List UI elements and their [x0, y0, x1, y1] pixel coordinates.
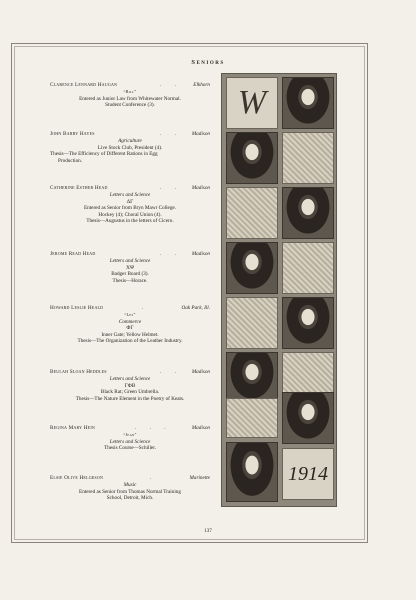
portrait-photo — [226, 242, 278, 294]
senior-name: Beulah Sloan Heddles — [50, 369, 107, 375]
decorative-tile — [226, 398, 278, 438]
senior-college: Letters and Science — [109, 376, 151, 382]
senior-name: Elsie Olive Helgeson — [50, 475, 104, 481]
senior-hometown: Elkhorn — [193, 82, 210, 88]
senior-entry: Howard Leslie Heald . Oak Park, Ill. “Les” Commerce ΦΓ Inner Gate; Yellow Helmet. Thesis—The Organization of the Leather Industry. — [50, 305, 210, 344]
senior-college: Letters and Science — [109, 438, 151, 445]
portrait-photo — [282, 187, 334, 239]
decorative-tile — [282, 132, 334, 184]
greek-letters: ΓΦB — [124, 382, 136, 389]
senior-hometown: Madison — [191, 185, 210, 191]
greek-letters: ΦΓ — [126, 325, 134, 331]
senior-name: Jerome Read Head — [50, 251, 96, 257]
senior-entry: Clarence Lennard Haugan . . Elkhorn “Bill” Entered as Junior Law from Whitewater Normal. Student Conference (3). — [50, 82, 210, 108]
senior-entry: Elsie Olive Helgeson . Marinette Music Entered as Senior from Thomas Normal Training School, Detroit, Mich. — [50, 475, 210, 501]
senior-entry: Beulah Sloan Heddles . . Madison Letters and Science ΓΦB Black Rat; Green Umbrella. Thesis—The Nature Element in the Poetry of Keats. — [50, 369, 210, 402]
senior-college: Letters and Science — [109, 258, 151, 264]
thesis-line: Thesis Course—Schiller. — [104, 445, 156, 451]
portrait-panel — [221, 73, 337, 507]
greek-letters: ΔΓ — [126, 198, 134, 205]
senior-name: Clarence Lennard Haugan — [50, 82, 118, 88]
thesis-line: Thesis—Augustus in the letters of Cicero. — [86, 218, 174, 224]
thesis-line: Thesis—The Efficiency of Different Rations in Egg — [50, 151, 158, 157]
senior-entry: John Barry Hayes . . Madison Agriculture Live Stock Club, President (4). Thesis—The Efficiency of Different Rations in Egg Production. — [50, 131, 210, 164]
activity-line: Student Conference (3). — [105, 102, 155, 108]
senior-hometown: Madison — [191, 425, 210, 431]
portrait-photo — [226, 352, 278, 404]
portrait-photo — [226, 442, 278, 502]
portrait-photo — [226, 132, 278, 184]
senior-nickname: “Bill” — [123, 89, 137, 94]
activity-line: Inner Gate; Yellow Helmet. — [101, 331, 159, 338]
activity-line: School, Detroit, Mich. — [106, 495, 154, 501]
senior-college: Letters and Science — [109, 192, 151, 198]
senior-hometown: Madison — [191, 369, 210, 375]
greek-letters: XΨ — [125, 264, 135, 271]
senior-hometown: Madison — [191, 131, 210, 137]
activity-line: Black Rat; Green Umbrella. — [100, 389, 160, 395]
portrait-photo — [282, 297, 334, 349]
activity-line: Live Stock Club, President (4). — [97, 144, 163, 151]
decorative-tile — [226, 297, 278, 349]
senior-hometown: Madison — [191, 251, 210, 257]
portrait-photo — [282, 77, 334, 129]
activity-line: Hockey (4); Choral Union (4). — [98, 211, 162, 218]
senior-name: Howard Leslie Heald — [50, 305, 104, 311]
senior-name: John Barry Hayes — [50, 131, 95, 137]
senior-nickname: “Jean” — [123, 432, 137, 437]
senior-entry: Catherine Esther Head . . Madison Letters and Science ΔΓ Entered as Senior from Bryn Mawr College. Hockey (4); Choral Union (4). Thesis—Augustus in the letters of Cicero. — [50, 185, 210, 224]
thesis-line: Production. — [58, 157, 83, 164]
senior-name: Regina Mary Hein — [50, 425, 95, 431]
decorative-tile — [282, 242, 334, 294]
page-number: 137 — [204, 528, 212, 534]
senior-college: Commerce — [118, 318, 142, 325]
senior-entry: Jerome Read Head . . Madison Letters and Science XΨ Badger Board (3). Thesis—Horace. — [50, 251, 210, 284]
thesis-line: Thesis—The Organization of the Leather Industry. — [77, 338, 183, 344]
senior-college: Agriculture — [118, 138, 142, 144]
senior-hometown: Marinette — [189, 475, 210, 481]
crest-monogram: W — [226, 77, 278, 129]
senior-nickname: “Les” — [124, 312, 136, 317]
class-year: 1914 — [282, 448, 334, 500]
activity-line: Entered as Junior Law from Whitewater Normal. — [79, 95, 181, 102]
senior-entry: Regina Mary Hein . . . Madison “Jean” Letters and Science Thesis Course—Schiller. — [50, 425, 210, 451]
activity-line: Entered as Senior from Thomas Normal Training — [79, 488, 181, 495]
page-title: Seniors — [191, 59, 225, 66]
senior-college: Music — [123, 482, 137, 488]
thesis-line: Thesis—Horace. — [112, 277, 148, 284]
decorative-tile — [226, 187, 278, 239]
portrait-photo — [282, 392, 334, 444]
activity-line: Badger Board (3). — [111, 271, 149, 277]
senior-hometown: Oak Park, Ill. — [181, 305, 210, 311]
thesis-line: Thesis—The Nature Element in the Poetry of Keats. — [75, 395, 185, 402]
activity-line: Entered as Senior from Bryn Mawr College. — [83, 205, 177, 211]
senior-name: Catherine Esther Head — [50, 185, 108, 191]
